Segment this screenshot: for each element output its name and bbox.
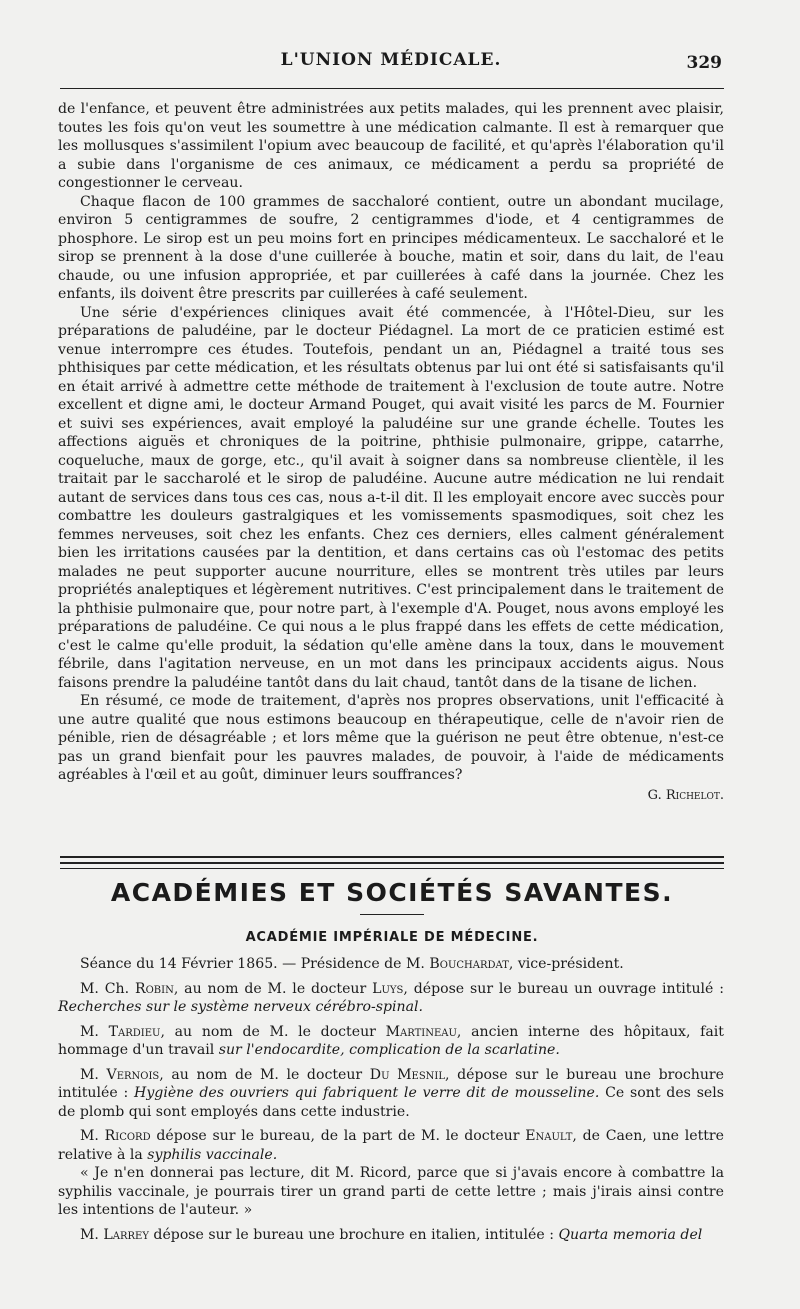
work-title: Hygiène des ouvriers qui fabriquent le verre dit de mousseline. <box>134 1085 600 1101</box>
work-title: Recherches sur le système nerveux cérébro-spinal. <box>58 999 424 1015</box>
entry-ricord: M. Ricord dépose sur le bureau, de la part de M. le docteur Enault, de Caen, une lettre relative à la syphilis vaccinale. <box>58 1128 724 1163</box>
running-header <box>60 50 722 80</box>
title-rule <box>360 914 424 915</box>
session-line: Séance du 14 Février 1865. — Présidence de M. Bouchardat, vice-président. <box>80 956 624 972</box>
work-title: sur l'endocardite, complication de la scarlatine. <box>218 1042 560 1058</box>
paragraph: Chaque flacon de 100 grammes de sacchaloré contient, outre un abondant mucilage, environ 5 centigrammes de soufre, 2 centigrammes d'iode, et 4 centigrammes de phosphore. Le sirop est un peu moins fort en principes médicamenteux. Le sacchaloré et le sirop se prennent à la dose d'une cuillerée à bouche, matin et soir, dans du lait, de l'eau chaude, ou une infusion appropriée, et par cuillerées à café dans la journée. Chez les enfants, ils doivent être prescrits par cuillerées à café seulement. <box>58 193 724 302</box>
entry-robin: M. Ch. Robin, au nom de M. le docteur Luys, dépose sur le bureau un ouvrage intitulé : Recherches sur le système nerveux cérébro-spinal. <box>58 980 724 1015</box>
section-title: ACADÉMIES ET SOCIÉTÉS SAVANTES. <box>110 878 674 907</box>
academy-proceedings <box>58 955 724 1244</box>
page-number: 329 <box>686 53 722 73</box>
section-divider <box>60 862 724 869</box>
ricord-quote: « Je n'en donnerai pas lecture, dit M. Ricord, parce que si j'avais encore à combattre la syphilis vaccinale, je pourrais tirer un grand parti de cette lettre ; mais j'irais ainsi contre les intentions de l'auteur. » <box>58 1165 724 1218</box>
work-title: Quarta memoria del <box>558 1226 703 1243</box>
paragraph: En résumé, ce mode de traitement, d'après nos propres observations, unit l'efficacité à une autre qualité que nous estimons beaucoup en thérapeutique, celle de n'avoir rien de pénible, rien de désagréable ; et lors même que la guérison ne peut être obtenue, n'est-ce pas un grand bienfait pour les pauvres malades, de pouvoir, à l'aide de médicaments agréables à l'œil et au goût, diminuer leurs souffrances? <box>58 693 724 783</box>
header-rule <box>60 88 724 89</box>
subsection-title: ACADÉMIE IMPÉRIALE DE MÉDECINE. <box>245 930 539 945</box>
entry-tardieu: M. Tardieu, au nom de M. le docteur Martineau, ancien interne des hôpitaux, fait hommage d'un travail sur l'endocardite, complication de la scarlatine. <box>58 1023 724 1058</box>
paragraph: Une série d'expériences cliniques avait été commencée, à l'Hôtel-Dieu, sur les préparations de paludéine, par le docteur Piédagnel. La mort de ce praticien estimé est venue interrompre ces études. Toutefois, pendant un an, Piédagnel a traité tous ses phthisiques par cette médication, et les résultats obtenus par lui ont été si satisfaisants qu'il en était arrivé à admettre cette méthode de traitement à l'exclusion de toute autre. Notre excellent et digne ami, le docteur Armand Pouget, qui avait visité les parcs de M. Fournier et suivi ses expériences, avait employé la paludéine sur une grande échelle. Toutes les affections aiguës et chroniques de la poitrine, phthisie pulmonaire, grippe, catarrhe, coqueluche, maux de gorge, etc., qu'il avait à soigner dans sa nombreuse clientèle, il les traitait par le saccharolé et le sirop de paludéine. Aucune autre médication ne lui rendait autant de services dans tous ces cas, nous a-t-il dit. Il les employait encore avec succès pour combattre les douleurs gastralgiques et les vomissements spasmodiques, soit chez les femmes nerveuses, soit chez les enfants. Chez ces derniers, elles calment généralement bien les irritations causées par la dentition, et dans certains cas où l'estomac des petits malades ne peut supporter aucune nourriture, elles se montrent très utiles par leurs propriétés analeptiques et légèrement nutritives. C'est principalement dans le traitement de la phthisie pulmonaire que, pour notre part, à l'exemple d'A. Pouget, nous avons employé les préparations de paludéine. Ce qui nous a le plus frappé dans les effets de cette médication, c'est le calme qu'elle produit, la sédation qu'elle amène dans la toux, dans le mouvement fébrile, dans l'agitation nerveuse, en un mot dans les principaux accidents aigus. Nous faisons prendre la paludéine tantôt dans du lait chaud, tantôt dans de la tisane de lichen. <box>58 304 724 691</box>
article-continuation <box>58 100 724 805</box>
paragraph: de l'enfance, et peuvent être administrées aux petits malades, qui les prennent avec plaisir, toutes les fois qu'on veut les soumettre à une médication calmante. Il est à remarquer que les mollusques s'assimilent l'opium avec beaucoup de facilité, et qu'après l'élaboration qu'il a subie dans l'organisme de ces animaux, ce médicament a perdu sa propriété de congestionner le cerveau. <box>58 101 724 191</box>
work-title: syphilis vaccinale. <box>147 1146 278 1163</box>
president-name: Bouchardat <box>429 956 509 972</box>
entry-larrey: M. Larrey dépose sur le bureau une brochure en italien, intitulée : Quarta memoria del <box>80 1226 703 1243</box>
journal-title: L'UNION MÉDICALE. <box>280 50 502 70</box>
author-signature: G. Richelot. <box>647 787 724 803</box>
entry-vernois: M. Vernois, au nom de M. le docteur Du Mesnil, dépose sur le bureau une brochure intitulée : Hygiène des ouvriers qui fabriquent le verre dit de mousseline. Ce sont des sels de plomb qui sont employés dans cette industrie. <box>58 1066 725 1120</box>
